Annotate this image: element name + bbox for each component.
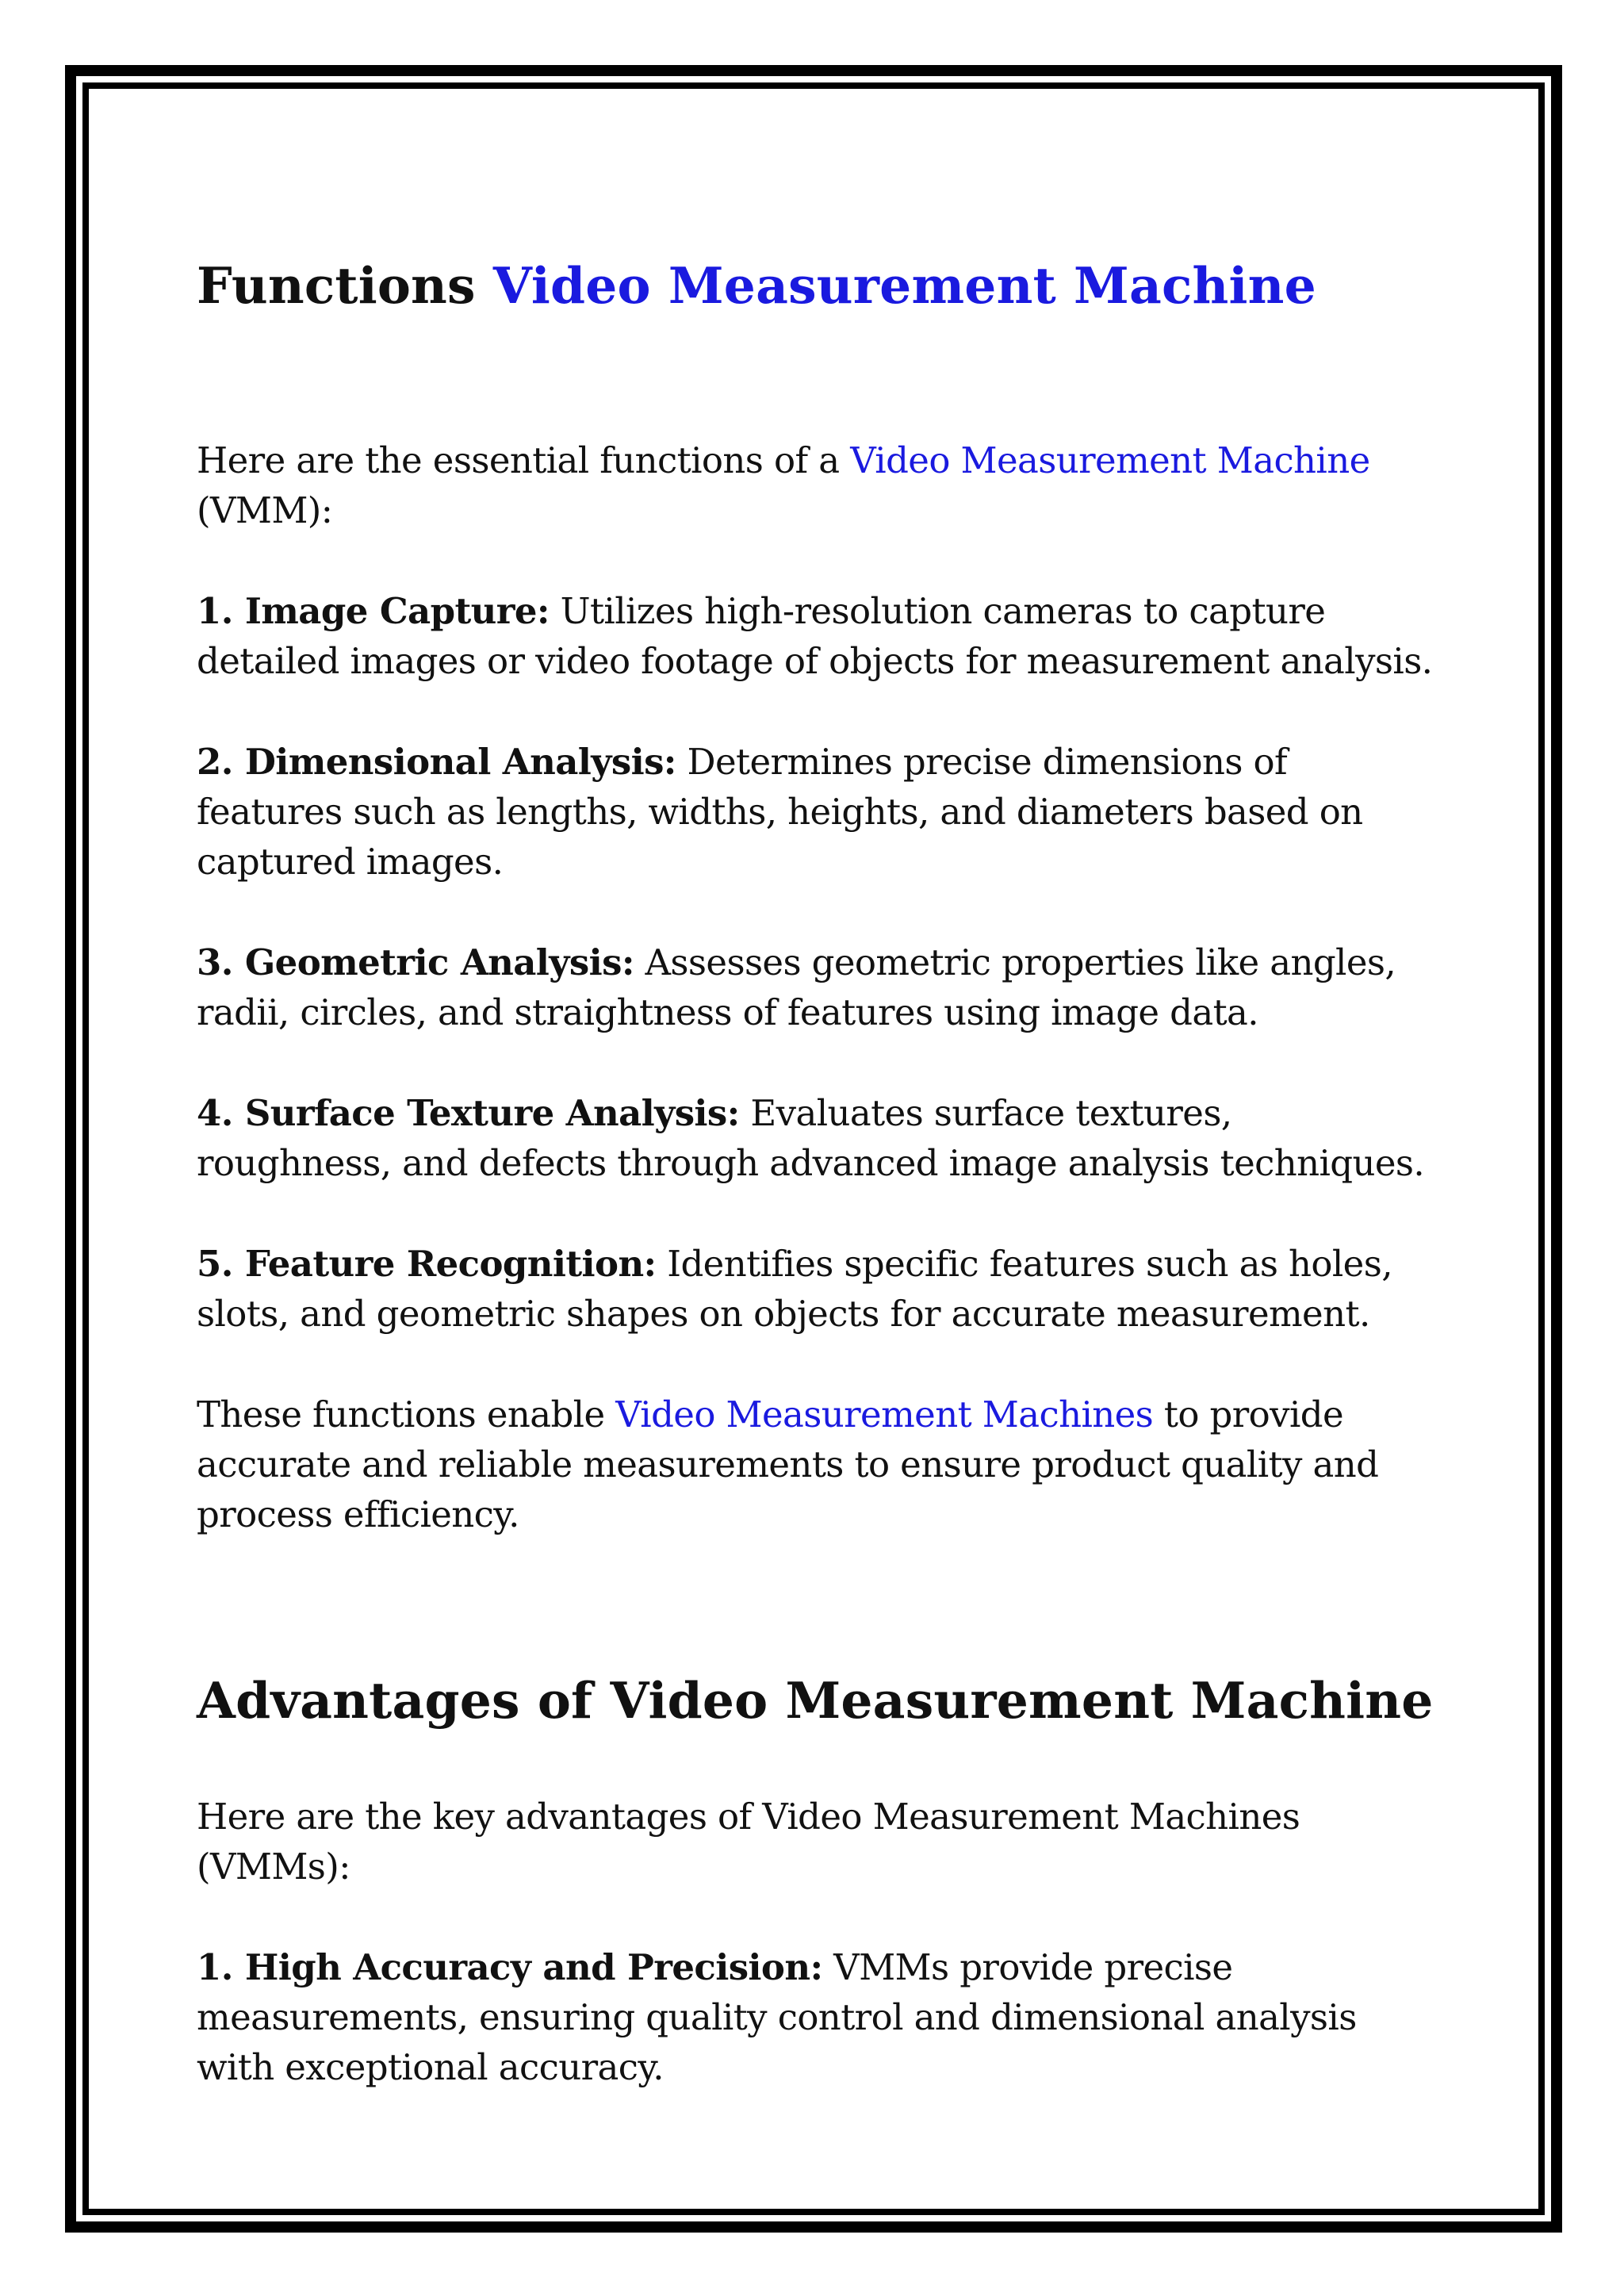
function-item bbox=[197, 1239, 1434, 1339]
functions-heading bbox=[197, 254, 1434, 317]
advantage-item bbox=[197, 1942, 1434, 2092]
function-item-text: Evaluates surface textures, roughness, and defects through advanced image analysis techniques. bbox=[197, 1092, 1425, 1184]
functions-heading-prefix: Functions bbox=[197, 256, 476, 315]
functions-heading-link[interactable]: Video Measurement Machine bbox=[492, 256, 1316, 315]
functions-intro bbox=[197, 435, 1434, 535]
function-item-text: Utilizes high-resolution cameras to capture detailed images or video footage of objects for measurement analysis. bbox=[197, 590, 1433, 682]
functions-intro-link[interactable]: Video Measurement Machine bbox=[850, 439, 1370, 481]
function-item-text: Identifies specific features such as holes, slots, and geometric shapes on objects for accurate measurement. bbox=[197, 1243, 1392, 1335]
functions-intro-text: Here are the essential functions of a bbox=[197, 439, 851, 481]
function-item bbox=[197, 737, 1434, 887]
function-item bbox=[197, 1088, 1434, 1188]
advantage-item-text: VMMs provide precise measurements, ensuring quality control and dimensional analysis with exceptional accuracy. bbox=[197, 1946, 1357, 2088]
function-item-label: 3. Geometric Analysis: bbox=[197, 941, 634, 983]
functions-closing-text: These functions enable bbox=[197, 1393, 616, 1435]
function-item bbox=[197, 937, 1434, 1037]
functions-closing-suffix: to provide accurate and reliable measurements to ensure product quality and process efficiency. bbox=[197, 1393, 1379, 1535]
function-item-label: 4. Surface Texture Analysis: bbox=[197, 1092, 740, 1134]
functions-intro-suffix: (VMM): bbox=[197, 489, 333, 531]
advantages-heading: Advantages of Video Measurement Machine bbox=[197, 1671, 1434, 1730]
advantage-item-label: 1. High Accuracy and Precision: bbox=[197, 1946, 823, 1988]
functions-closing-link[interactable]: Video Measurement Machines bbox=[615, 1393, 1154, 1435]
function-item bbox=[197, 586, 1434, 686]
document-content bbox=[197, 254, 1434, 2092]
function-item-label: 2. Dimensional Analysis: bbox=[197, 741, 676, 783]
functions-closing bbox=[197, 1389, 1434, 1539]
function-item-label: 1. Image Capture: bbox=[197, 590, 550, 632]
function-item-label: 5. Feature Recognition: bbox=[197, 1243, 657, 1285]
function-item-text: Determines precise dimensions of features such as lengths, widths, heights, and diameters based on captured images. bbox=[197, 741, 1363, 883]
advantages-intro: Here are the key advantages of Video Measurement Machines (VMMs): bbox=[197, 1796, 1300, 1888]
function-item-text: Assesses geometric properties like angles, radii, circles, and straightness of features using image data. bbox=[197, 941, 1396, 1033]
